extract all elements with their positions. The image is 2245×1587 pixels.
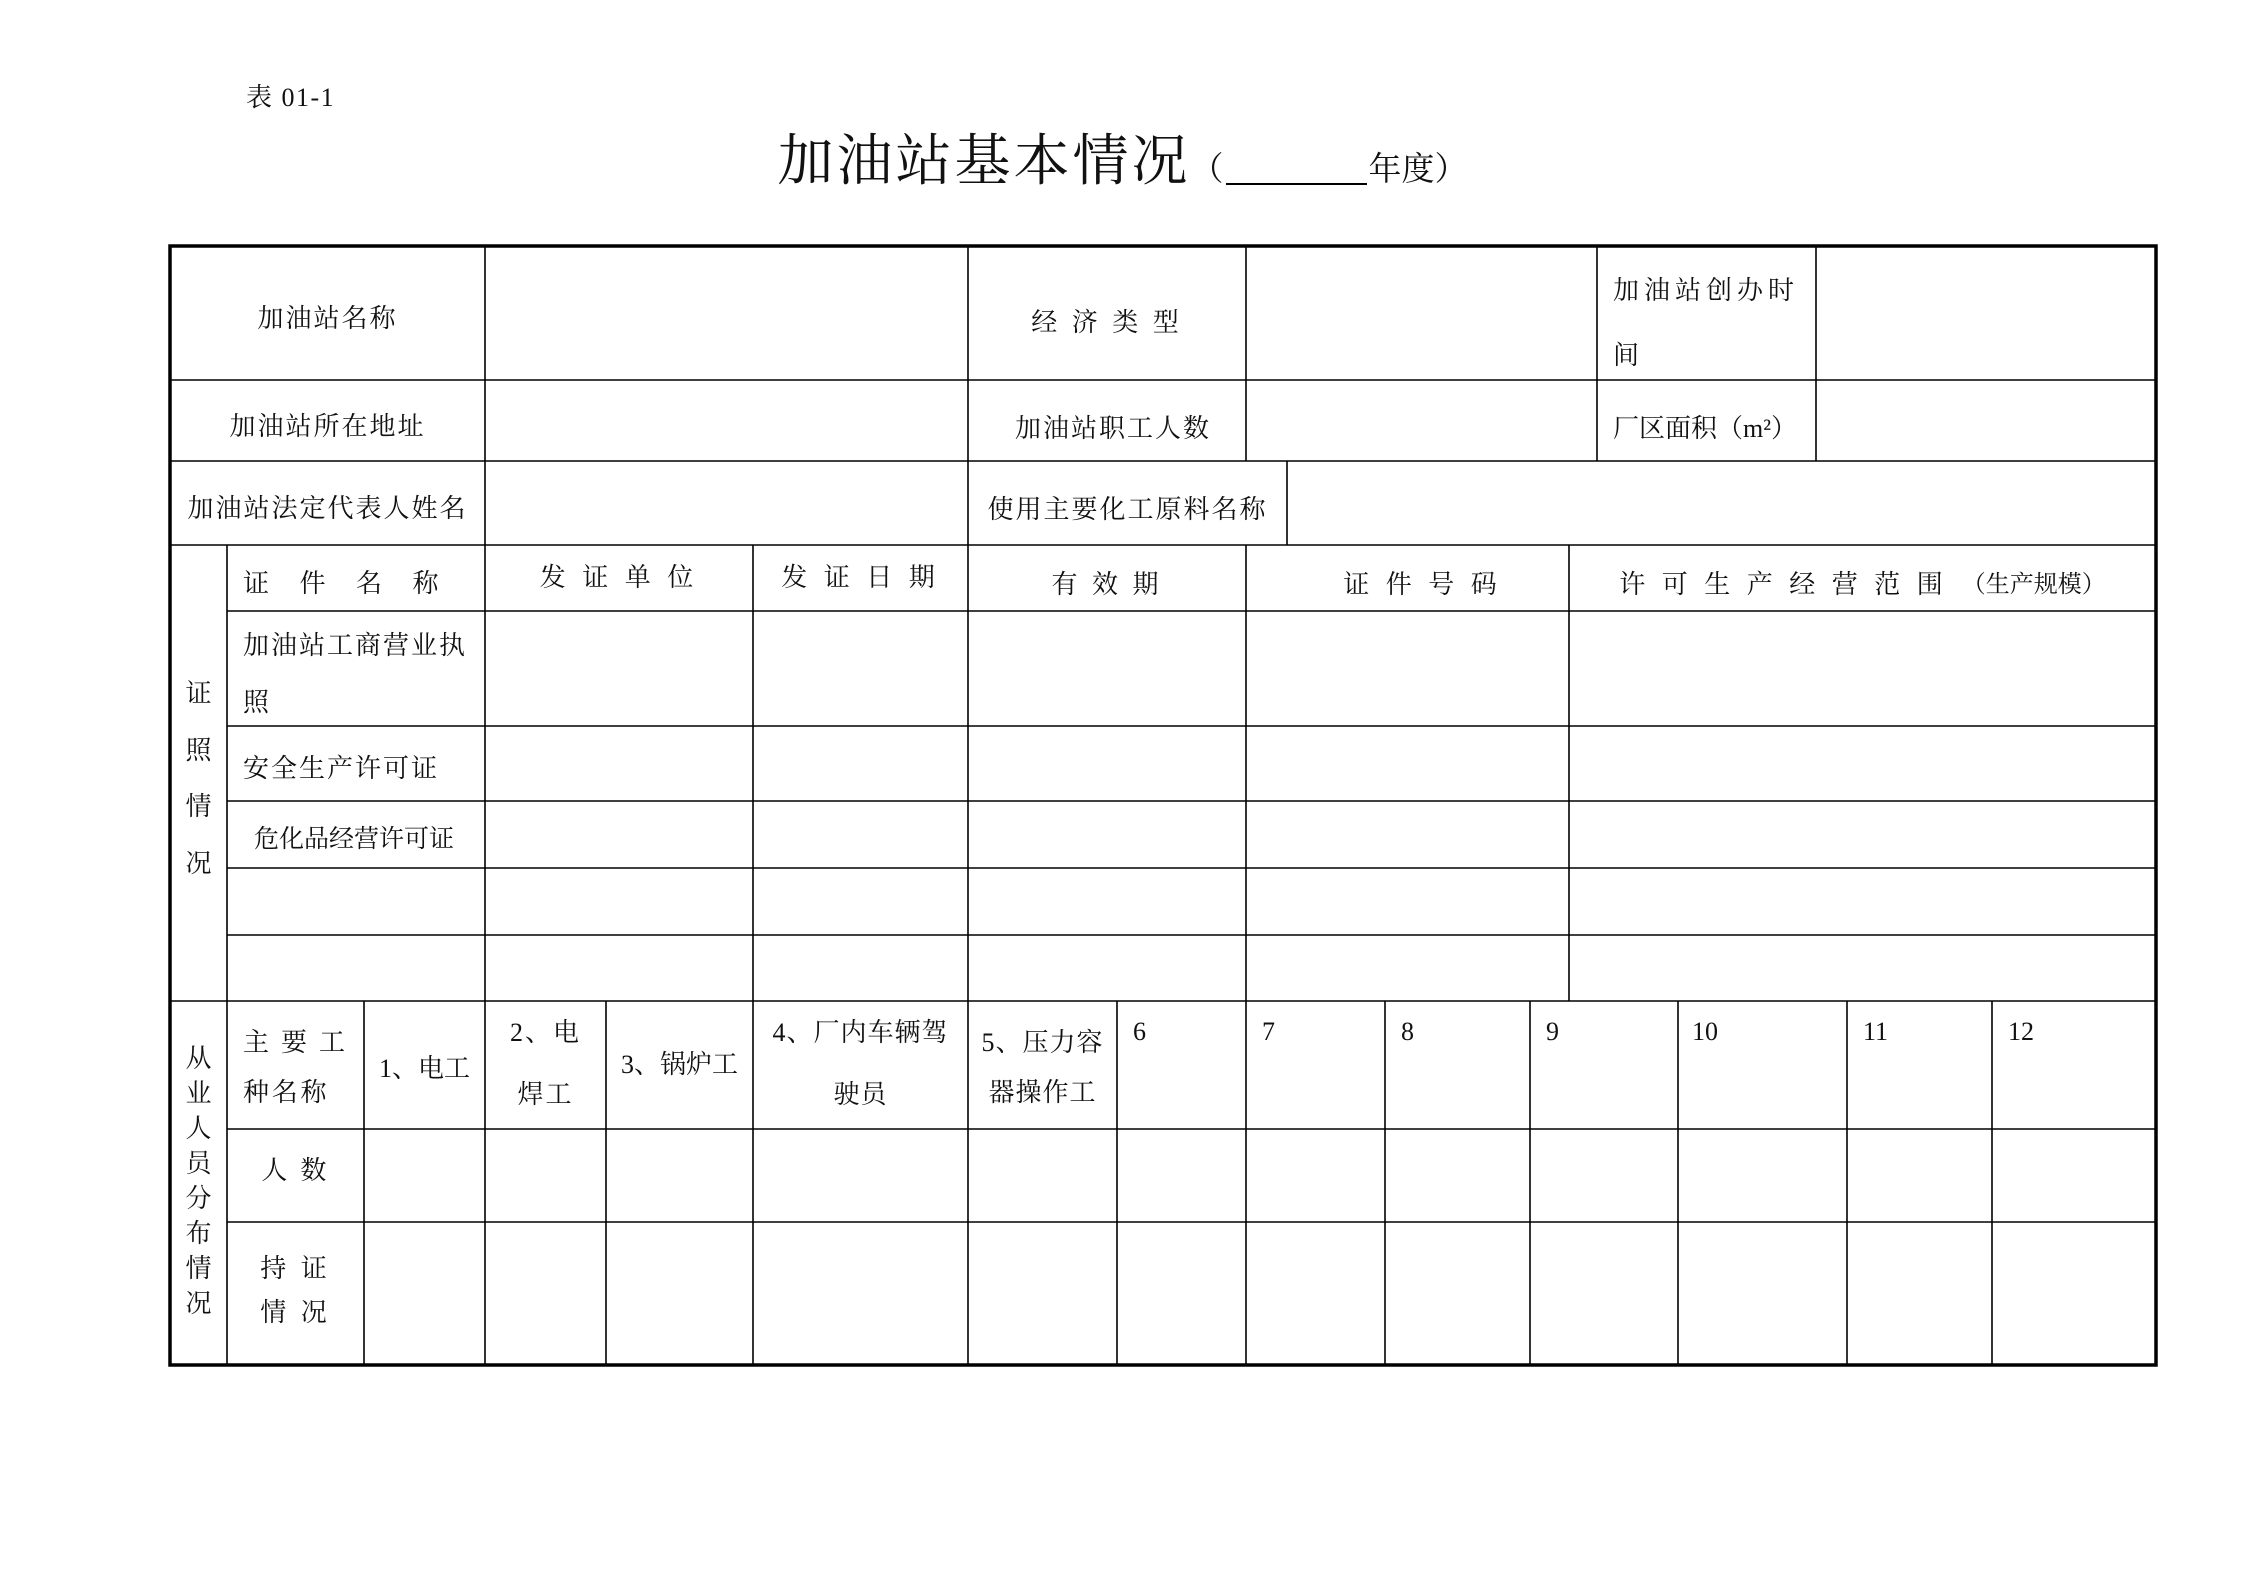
cert-scope-header xyxy=(1569,545,2156,611)
work-type-7: 7 xyxy=(1262,1017,1275,1046)
work-type-welder: 2、电焊工 xyxy=(509,1018,581,1109)
cert-scope-label: 许 可 生 产 经 营 范 围 xyxy=(1619,570,1948,599)
form-code: 表 01-1 xyxy=(246,83,336,112)
personnel-section-label: 从业人员分布情况 xyxy=(185,1044,212,1318)
cert-row-business-license: 加油站工商营业执照 xyxy=(243,631,468,717)
cert-validity-header: 有 效 期 xyxy=(1051,570,1163,599)
cert-row-safety-permit: 安全生产许可证 xyxy=(243,754,440,783)
headcount-label: 人 数 xyxy=(261,1156,330,1185)
cert-scope-note: （生产规模） xyxy=(1961,572,2106,598)
work-type-electrician: 1、电工 xyxy=(378,1054,470,1083)
work-type-boiler: 3、锅炉工 xyxy=(620,1050,738,1079)
cert-row-hazmat-permit: 危化品经营许可证 xyxy=(254,826,455,853)
work-type-10: 10 xyxy=(1692,1017,1718,1046)
cert-name-header: 证 件 名 称 xyxy=(243,569,451,598)
certificates-section-label: 证照情况 xyxy=(185,679,212,878)
title-paren-open: （ xyxy=(1190,152,1224,188)
work-type-vehicle-driver: 4、厂内车辆驾驶员 xyxy=(772,1018,949,1109)
work-type-12: 12 xyxy=(2008,1017,2034,1046)
work-type-8: 8 xyxy=(1401,1017,1414,1046)
title-year-suffix: 年度） xyxy=(1368,152,1468,188)
legal-rep-label: 加油站法定代表人姓名 xyxy=(187,494,468,523)
plant-area-label: 厂区面积（m²） xyxy=(1613,413,1798,443)
economic-type-label: 经 济 类 型 xyxy=(1031,308,1183,337)
work-type-11: 11 xyxy=(1863,1017,1889,1046)
founded-time-label: 加油站创办时间 xyxy=(1613,276,1800,370)
title-main: 加油站基本情况 xyxy=(777,131,1191,193)
work-type-6: 6 xyxy=(1133,1017,1146,1046)
address-label: 加油站所在地址 xyxy=(229,411,426,441)
cert-issue-date-header: 发 证 日 期 xyxy=(781,563,940,592)
staff-count-label: 加油站职工人数 xyxy=(1014,413,1211,443)
main-chemicals-label: 使用主要化工原料名称 xyxy=(987,495,1268,524)
work-type-label: 主 要 工种名称 xyxy=(243,1028,348,1107)
work-type-9: 9 xyxy=(1546,1017,1559,1046)
certified-label: 持 证 情 况 xyxy=(260,1254,331,1327)
station-name-label: 加油站名称 xyxy=(257,304,398,333)
cert-number-header: 证 件 号 码 xyxy=(1343,570,1502,599)
cert-issuer-header: 发 证 单 位 xyxy=(539,563,699,592)
work-type-pressure-vessel: 5、压力容器操作工 xyxy=(981,1028,1104,1107)
